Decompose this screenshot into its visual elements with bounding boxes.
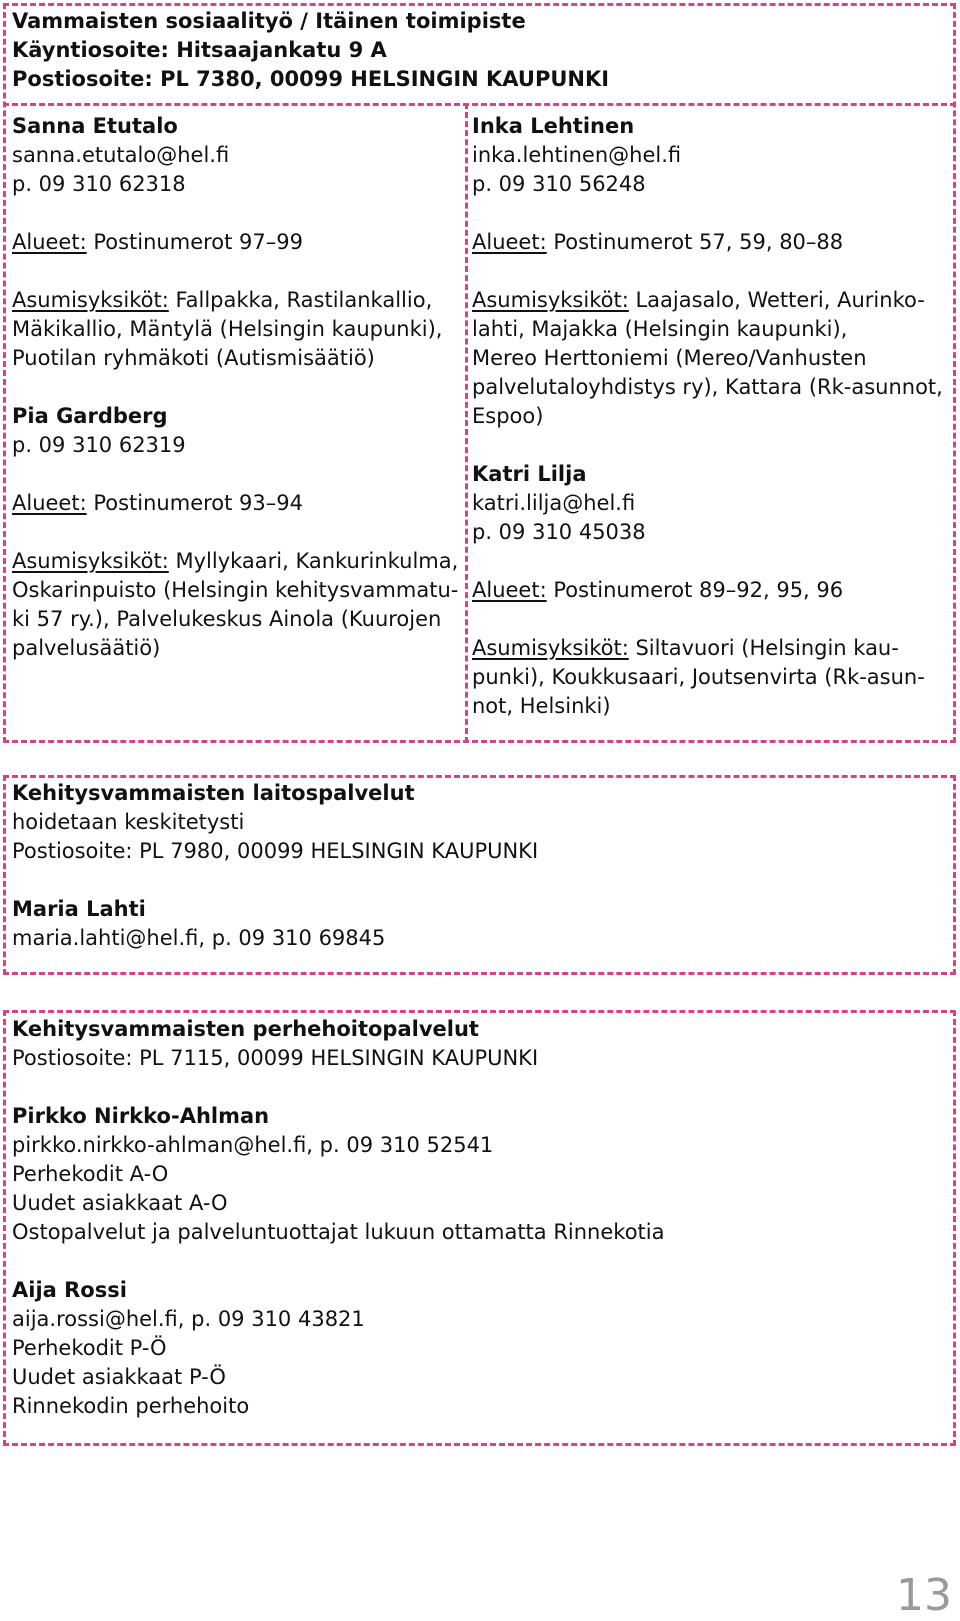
units-line: Siltavuori (Helsingin kau- — [628, 636, 899, 660]
contact-name: Maria Lahti — [12, 897, 146, 921]
institution-services — [12, 779, 538, 953]
areas-value: Postinumerot 57, 59, 80–88 — [546, 230, 844, 254]
contact-email: katri.lilja@hel.fi — [472, 491, 636, 515]
units-line: Espoo) — [472, 404, 544, 428]
units-line: Fallpakka, Rastilankallio, — [168, 288, 433, 312]
contact-details: aija.rossi@hel.fi, p. 09 310 43821 — [12, 1307, 365, 1331]
page-number: 13 — [896, 1570, 952, 1621]
office-title: Vammaisten sosiaalityö / Itäinen toimipiste — [12, 9, 526, 33]
units-row — [472, 634, 943, 663]
responsibility-line: Uudet asiakkaat P-Ö — [12, 1365, 226, 1389]
units-row — [12, 286, 458, 315]
areas-row — [472, 576, 943, 605]
units-label: Asumisyksiköt: — [12, 549, 169, 573]
units-line: lahti, Majakka (Helsingin kaupunki), — [472, 317, 848, 341]
areas-label: Alueet: — [12, 230, 87, 254]
areas-label: Alueet: — [472, 230, 547, 254]
contact-phone: p. 09 310 45038 — [472, 520, 646, 544]
contact-name: Pia Gardberg — [12, 404, 168, 428]
postal-address: Postiosoite: PL 7115, 00099 HELSINGIN KAUPUNKI — [12, 1046, 539, 1070]
contact-name: Sanna Etutalo — [12, 114, 178, 138]
areas-value: Postinumerot 93–94 — [86, 491, 303, 515]
responsibility-line: Ostopalvelut ja palveluntuottajat lukuun ottamatta Rinnekotia — [12, 1220, 665, 1244]
areas-value: Postinumerot 97–99 — [86, 230, 303, 254]
units-label: Asumisyksiköt: — [472, 288, 629, 312]
family-care-services — [12, 1015, 665, 1421]
left-column — [12, 112, 458, 663]
contact-email: sanna.etutalo@hel.fi — [12, 143, 230, 167]
units-line: punki), Koukkusaari, Joutsenvirta (Rk-asun- — [472, 665, 925, 689]
units-line: Oskarinpuisto (Helsingin kehitysvammatu- — [12, 578, 459, 602]
units-row — [12, 547, 458, 576]
units-line: Laajasalo, Wetteri, Aurinko- — [628, 288, 925, 312]
header-divider — [3, 103, 956, 106]
units-line: ki 57 ry.), Palvelukeskus Ainola (Kuurojen — [12, 607, 442, 631]
contact-phone: p. 09 310 62318 — [12, 172, 186, 196]
units-row — [472, 286, 943, 315]
column-divider — [465, 103, 468, 743]
areas-label: Alueet: — [472, 578, 547, 602]
areas-value: Postinumerot 89–92, 95, 96 — [546, 578, 844, 602]
contact-phone: p. 09 310 56248 — [472, 172, 646, 196]
right-column — [472, 112, 943, 721]
office-header — [12, 7, 609, 94]
contact-details: maria.lahti@hel.fi, p. 09 310 69845 — [12, 926, 386, 950]
postal-address: Postiosoite: PL 7980, 00099 HELSINGIN KAUPUNKI — [12, 839, 539, 863]
visit-address: Käyntiosoite: Hitsaajankatu 9 A — [12, 38, 387, 62]
units-line: Mereo Herttoniemi (Mereo/Vanhusten — [472, 346, 867, 370]
section-note: hoidetaan keskitetysti — [12, 810, 245, 834]
areas-row — [12, 489, 458, 518]
units-line: palvelutaloyhdistys ry), Kattara (Rk-asunnot, — [472, 375, 943, 399]
responsibility-line: Rinnekodin perhehoito — [12, 1394, 250, 1418]
section-title: Kehitysvammaisten perhehoitopalvelut — [12, 1017, 479, 1041]
responsibility-line: Uudet asiakkaat A-O — [12, 1191, 228, 1215]
responsibility-line: Perhekodit P-Ö — [12, 1336, 167, 1360]
contact-phone: p. 09 310 62319 — [12, 433, 186, 457]
areas-row — [472, 228, 943, 257]
section-title: Kehitysvammaisten laitospalvelut — [12, 781, 415, 805]
units-line: Mäkikallio, Mäntylä (Helsingin kaupunki), — [12, 317, 443, 341]
contact-details: pirkko.nirkko-ahlman@hel.fi, p. 09 310 52541 — [12, 1133, 494, 1157]
units-label: Asumisyksiköt: — [12, 288, 169, 312]
areas-row — [12, 228, 458, 257]
units-line: Myllykaari, Kankurinkulma, — [168, 549, 459, 573]
contact-name: Aija Rossi — [12, 1278, 127, 1302]
contact-name: Katri Lilja — [472, 462, 587, 486]
contact-email: inka.lehtinen@hel.fi — [472, 143, 682, 167]
units-line: Puotilan ryhmäkoti (Autismisäätiö) — [12, 346, 375, 370]
units-line: not, Helsinki) — [472, 694, 611, 718]
responsibility-line: Perhekodit A-O — [12, 1162, 169, 1186]
postal-address: Postiosoite: PL 7380, 00099 HELSINGIN KAUPUNKI — [12, 67, 610, 91]
areas-label: Alueet: — [12, 491, 87, 515]
contact-name: Inka Lehtinen — [472, 114, 635, 138]
units-line: palvelusäätiö) — [12, 636, 161, 660]
contact-name: Pirkko Nirkko-Ahlman — [12, 1104, 270, 1128]
units-label: Asumisyksiköt: — [472, 636, 629, 660]
